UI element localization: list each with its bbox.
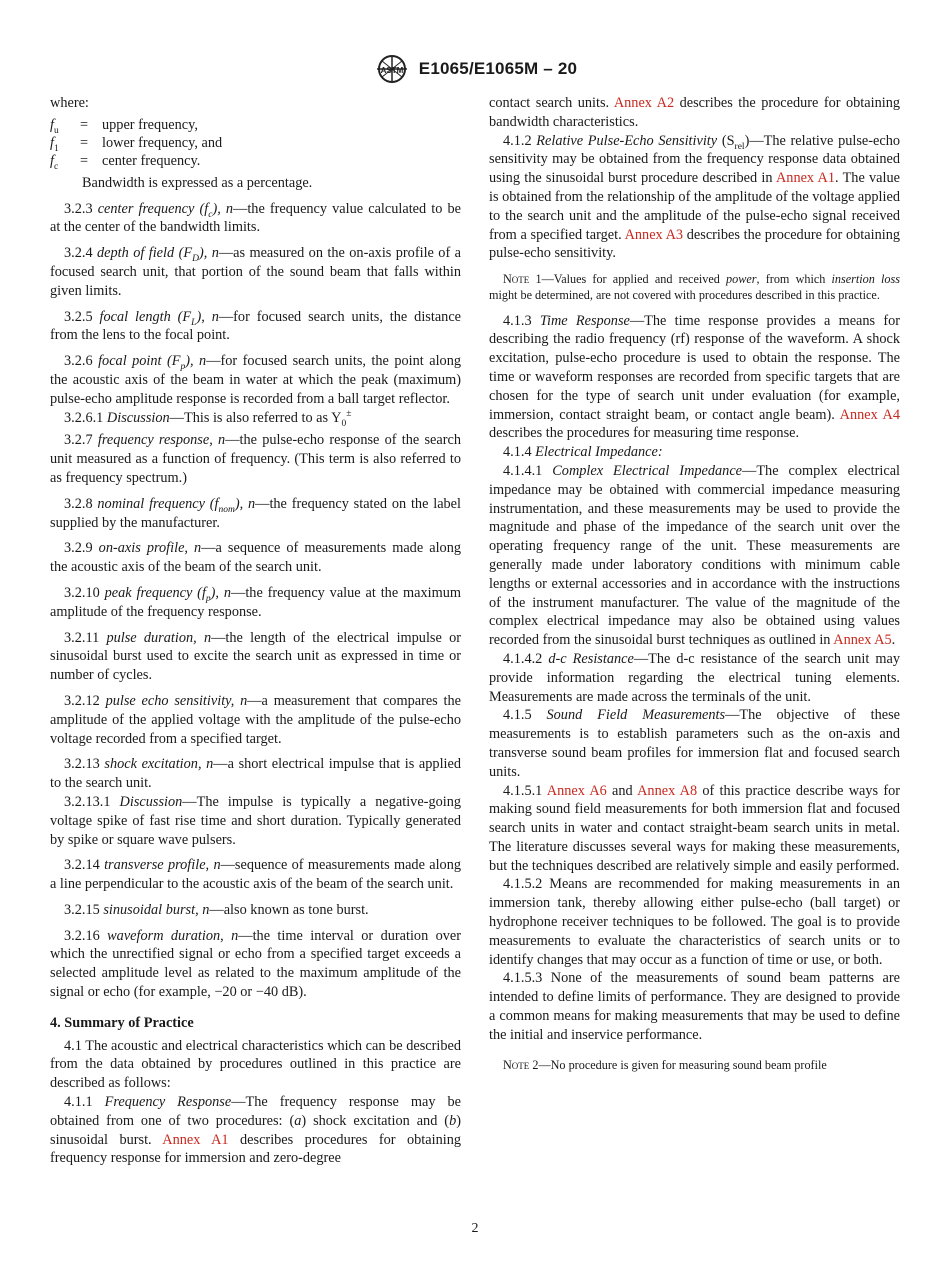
para-4-1-3: 4.1.3 Time Response—The time response provides a means for describing the radio frequency (rf) response of the waveform. A shock excitation, pulse-echo procedure is used to obtain the response. The time or waveform responses are recorded from specific targets that are chosen for the type of search unit under evaluation (for example, immersion, contact straight beam, or contact angle beam). Annex A4 describes the procedures for measuring time response. bbox=[489, 312, 901, 442]
definition-row: $f_u$ = upper frequency, bbox=[50, 116, 198, 136]
para-3-2-11: 3.2.11 pulse duration, n—the length of the electrical impulse or sinusoidal burst used to excite the search unit as expressed in time or number of cycles. bbox=[50, 629, 461, 684]
page-header bbox=[0, 52, 950, 86]
note-2: Note 2—No procedure is given for measuring sound beam profile bbox=[503, 1057, 827, 1072]
para-4-1: 4.1 The acoustic and electrical characteristics which can be described from the data obtained by procedures outlined in this practice are described as follows: bbox=[50, 1037, 461, 1092]
left-column bbox=[50, 94, 461, 1168]
right-column bbox=[489, 94, 900, 1081]
para-continued: contact search units. Annex A2 describes the procedure for obtaining bandwidth characteristics. bbox=[489, 95, 900, 130]
definition-list bbox=[50, 116, 461, 170]
para-4-1-5-2: 4.1.5.2 Means are recommended for making measurements in an immersion tank, thereby allowing either pulse-echo (ball target) or hydrophone receiver techniques to be followed. The goal is to provide measurements to evaluate the characteristics of search units or to identify changes that may occur as a function of time or use, or both. bbox=[489, 876, 900, 968]
where-label: where: bbox=[50, 95, 89, 111]
logo-text: ASTM bbox=[380, 66, 404, 75]
para-3-2-4: 3.2.4 depth of field $(F_D)$, n—as measured on the on-axis profile of a focused search unit, that portion of the sound beam that falls within given limits. bbox=[50, 245, 461, 299]
annex-a2-link[interactable]: Annex A2 bbox=[613, 95, 675, 111]
para-4-1-5-3: 4.1.5.3 None of the measurements of sound beam patterns are intended to define limits of performance. They are designed to provide a common means for making measurements that may be used to define the initial and inservice performance. bbox=[489, 970, 900, 1043]
para-3-2-6-1: 3.2.6.1 Discussion—This is also referred to as $Y_0^\pm$ bbox=[64, 408, 352, 429]
para-4-1-4-2: 4.1.4.2 d-c Resistance—The d-c resistance of the search unit may provide information regarding the electrical tuning elements. Measurements are made across the terminals of the unit. bbox=[489, 650, 900, 705]
document-id: E1065/E1065M – 20 bbox=[418, 59, 578, 78]
para-3-2-16: 3.2.16 waveform duration, n—the time interval or duration over which the unrectified signal or echo from a specified target exceeds a selected amplitude level as related to the maximum amplitude of the signal or echo (for example, −20 or −40 dB). bbox=[50, 927, 462, 1001]
annex-a5-link[interactable]: Annex A5 bbox=[833, 632, 892, 649]
page-number: 2 bbox=[471, 1221, 479, 1236]
note-1: Note 1—Values for applied and received power, from which insertion loss might be determined, are not covered with procedures described in this practice. bbox=[489, 272, 900, 303]
para-3-2-13: 3.2.13 shock excitation, n—a short electrical impulse that is applied to the search unit. bbox=[50, 756, 462, 792]
annex-a1-link[interactable]: Annex A1 bbox=[775, 170, 836, 187]
section-heading: 4. Summary of Practice bbox=[50, 1014, 194, 1031]
para-3-2-6: 3.2.6 focal point $(F_p)$, n—for focused search units, the point along the acoustic axis of the beam in water at which the peak (maximum) pulse-echo amplitude response is recorded from a ball target reflector. bbox=[50, 353, 462, 407]
annex-a6-link[interactable]: Annex A6 bbox=[546, 782, 607, 799]
para-3-2-5: 3.2.5 focal length $(F_L)$, n—for focused search units, the distance from the lens to the focal point. bbox=[50, 308, 462, 344]
para-3-2-10: 3.2.10 peak frequency $(f_p)$, n—the frequency value at the maximum amplitude of the frequency response. bbox=[50, 584, 462, 620]
definition-row: $f_c$ = center frequency. bbox=[50, 152, 201, 172]
para-3-2-8: 3.2.8 nominal frequency $(f_{nom})$, n—the frequency stated on the label supplied by the manufacturer. bbox=[50, 495, 462, 531]
para-3-2-9: 3.2.9 on-axis profile, n—a sequence of measurements made along the acoustic axis of the beam of the search unit. bbox=[50, 540, 461, 576]
para-4-1-5-1: 4.1.5.1 Annex A6 and Annex A8 of this practice describe ways for making sound field measurements for both immersion flat and focused search units in water and contact straight-beam search units in metal. The literature discusses several ways for making these measurements, but the techniques described are relatively simple and easily performed. bbox=[489, 782, 900, 874]
para-3-2-12: 3.2.12 pulse echo sensitivity, n—a measurement that compares the amplitude of the applied voltage with the amplitude of the pulse-echo voltage recorded from a specified target. bbox=[50, 692, 462, 747]
para-3-2-14: 3.2.14 transverse profile, n—sequence of measurements made along a line perpendicular to the acoustic axis of the beam of the search unit. bbox=[50, 857, 461, 893]
para-3-2-13-1: 3.2.13.1 Discussion—The impulse is typically a negative-going voltage spike of fast rise time and short duration. Typically generated by spike or square wave pulsers. bbox=[50, 793, 462, 848]
para-3-2-3: 3.2.3 center frequency $(f_c)$, n—the frequency value calculated to be at the center of the bandwidth limits. bbox=[50, 200, 461, 236]
annex-a1-link[interactable]: Annex A1 bbox=[162, 1131, 229, 1148]
annex-a8-link[interactable]: Annex A8 bbox=[637, 782, 698, 799]
para-4-1-4-1: 4.1.4.1 Complex Electrical Impedance—The complex electrical impedance may be obtained with commercial impedance measuring instrumentation, and these measurements may be used to provide the magnitude and phase of the impedance of the search unit over the operating frequency range of the unit. These measurements are generally made under laboratory conditions with minimum cable lengths or external accessories and in accordance with the instructions of the instrument manufacturer. The value of the magnitude of the complex electrical impedance may also be obtained using values recorded from the sinusoidal burst techniques as outlined in Annex A5. bbox=[489, 462, 901, 649]
para-4-1-2: 4.1.2 Relative Pulse-Echo Sensitivity $(S_{rel})—The$ relative pulse-echo sensitivity may be obtained from the frequency response data obtained using the sinusoidal burst procedure described in Annex A1. The value is obtained from the relationship of the amplitude of the voltage applied to the search unit and the amplitude of the pulse-echo signal received from a specified target. Annex A3 describes the procedure for obtaining pulse-echo sensitivity. bbox=[489, 132, 901, 262]
para-3-2-15: 3.2.15 sinusoidal burst, n—also known as tone burst. bbox=[64, 901, 369, 918]
para-4-1-1: 4.1.1 Frequency Response—The frequency response may be obtained from one of two procedures: (a) shock excitation and (b) sinusoidal burst. Annex A1 describes procedures for obtaining frequency response for immersion and zero-degree bbox=[50, 1094, 461, 1167]
annex-a3-link[interactable]: Annex A3 bbox=[624, 226, 684, 243]
bandwidth-note: Bandwidth is expressed as a percentage. bbox=[82, 174, 313, 191]
astm-logo-icon bbox=[373, 54, 411, 84]
annex-a4-link[interactable]: Annex A4 bbox=[839, 406, 901, 423]
para-3-2-7: 3.2.7 frequency response, n—the pulse-echo response of the search unit measured as a function of frequency. (This term is also referred to as frequency spectrum.) bbox=[50, 432, 461, 486]
para-4-1-5: 4.1.5 Sound Field Measurements—The objective of these measurements is to establish parameters such as the on-axis and transverse sound beam profiles for immersion flat and focused search units. bbox=[489, 707, 900, 780]
definition-row: $f_1$ = lower frequency, and bbox=[50, 134, 223, 154]
para-4-1-4: 4.1.4 Electrical Impedance: bbox=[503, 444, 663, 461]
